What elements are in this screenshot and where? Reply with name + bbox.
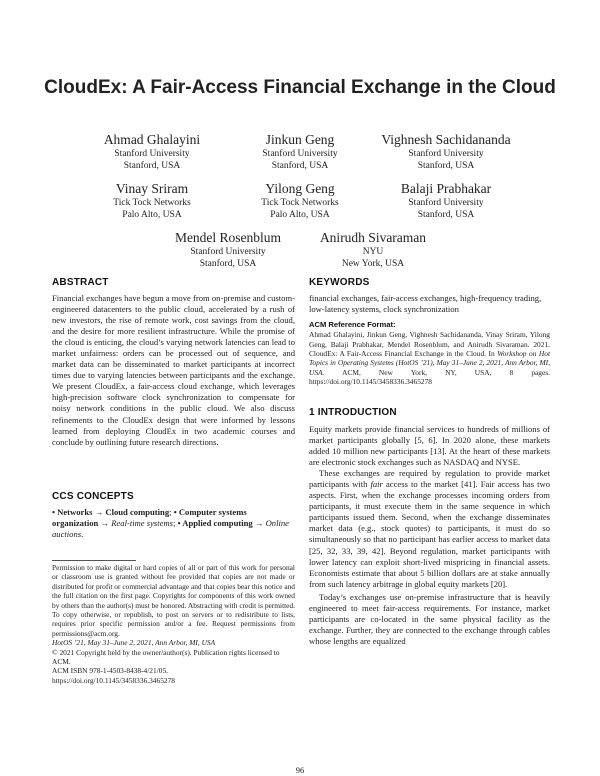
keywords-section xyxy=(309,277,550,387)
author-location: Stanford, USA xyxy=(199,259,257,269)
ccs-separator: → xyxy=(92,507,106,517)
ccs-text xyxy=(52,507,295,540)
permission-block xyxy=(52,563,295,685)
author-affiliation: Stanford University xyxy=(408,149,484,159)
author-location: Stanford, USA xyxy=(271,161,329,171)
acm-reference-venue: Workshop on Hot Topics in Operating Systems (HotOS ’21), May 31–June 2, 2021, Ann Arbor, MI, USA. xyxy=(309,348,550,377)
author-affiliation: Stanford University xyxy=(408,198,484,208)
author-name: Ahmad Ghalayini xyxy=(103,132,201,147)
author-location: New York, USA xyxy=(341,259,405,269)
ccs-term: • Computer systems organization xyxy=(52,507,247,529)
author-block xyxy=(288,229,458,270)
intro-emphasis: fair xyxy=(370,479,383,490)
ccs-term: Cloud computing xyxy=(105,507,170,517)
keywords-heading: KEYWORDS xyxy=(309,277,370,288)
author-name: Vinay Sriram xyxy=(115,181,189,196)
author-name: Anirudh Sivaraman xyxy=(319,230,427,245)
ccs-separator: ; xyxy=(169,507,174,517)
footnote-rule xyxy=(52,560,136,561)
author-block xyxy=(361,180,531,221)
doi-line: https://doi.org/10.1145/3458336.3465278 xyxy=(52,675,175,685)
ccs-heading: CCS CONCEPTS xyxy=(52,491,134,502)
ccs-separator: → xyxy=(252,518,266,529)
isbn-line: ACM ISBN 978-1-4503-8438-4/21/05. xyxy=(52,666,168,676)
page-number: 96 xyxy=(295,765,305,775)
ccs-term: • Applied computing xyxy=(177,518,253,529)
author-affiliation: Stanford University xyxy=(190,247,266,257)
paper-title: CloudEx: A Fair-Access Financial Exchange in the Cloud xyxy=(44,77,556,98)
author-location: Palo Alto, USA xyxy=(122,210,182,220)
author-name: Balaji Prabhakar xyxy=(400,181,492,196)
author-location: Stanford, USA xyxy=(417,210,475,220)
introduction-section xyxy=(309,407,550,647)
intro-paragraph: Today’s exchanges use on-premise infrastructure that is heavily engineered to meet fair-access requirements. For instance, market participants are co-located in the same physical facility as the exchange. Further, they are connected to the exchange through cables whose lengths are equalized xyxy=(309,591,550,646)
ccs-separator: . xyxy=(81,529,84,540)
author-block xyxy=(67,180,237,221)
author-affiliation: Stanford University xyxy=(114,149,190,159)
ccs-separator: ; xyxy=(173,518,178,529)
author-block xyxy=(215,180,385,221)
permission-text: Permission to make digital or hard copies of all or part of this work for personal or classroom use is granted without fee provided that copies are not made or distributed for profit or commercial advantage and that copies bear this notice and the full citation on the first page. Copyrights for components of this work owned by others than the author(s) must be honored. Abstracting with credit is permitted. To copy otherwise, or republish, to post on servers or to redistribute to lists, requires prior specific permission and/or a fee. Request permissions from permissions@acm.org. xyxy=(52,563,295,638)
acm-reference-publisher: ACM, New York, NY, USA, 8 pages. https://doi.org/10.1145/3458336.3465278 xyxy=(309,367,550,387)
author-location: Palo Alto, USA xyxy=(270,210,330,220)
intro-paragraph xyxy=(309,468,550,590)
author-name: Mendel Rosenblum xyxy=(174,230,282,245)
ccs-term: • Networks xyxy=(52,507,93,517)
author-name: Vighnesh Sachidananda xyxy=(381,132,511,147)
author-location: Stanford, USA xyxy=(417,161,475,171)
author-affiliation: Stanford University xyxy=(262,149,338,159)
keywords-text: financial exchanges, fair-access exchanges, high-frequency trading, low-latency systems, clock synchronization xyxy=(309,293,542,315)
abstract-section xyxy=(52,277,295,448)
author-name: Yilong Geng xyxy=(265,181,335,196)
abstract-text: Financial exchanges have begun a move from on-premise and custom-engineered datacenters to the public cloud, accelerated by a rush of new investors, the rise of remote work, cost savings from the cloud, and the desire for more resilient infrastructure. While the promise of the cloud is enticing, the cloud’s varying network latencies can lead to market unfairness: orders can be processed out of sequence, and market data can be disseminated to market participants at incorrect times due to varying latencies between participants and the exchange. We present CloudEx, a fair-access cloud exchange, which leverages high-precision software clock synchronization to compensate for noisy network conditions in the public cloud. We also discuss refinements to the CloudEx design that were informed by lessons learned from deploying CloudEx in two academic courses and conclude by outlining future research directions. xyxy=(52,293,295,447)
copyright-line: © 2021 Copyright held by the owner/author(s). Publication rights licensed to ACM. xyxy=(52,647,280,667)
author-affiliation: Tick Tock Networks xyxy=(113,198,191,208)
acm-reference-authors: Ahmad Ghalayini, Jinkun Geng, Vighnesh Sachidananda, Vinay Sriram, Yilong Geng, Balaji Prabhakar, Mendel Rosenblum, and Anirudh Sivaraman. 2021. CloudEx: A Fair-Access Financial Exchange in the Cloud. In xyxy=(309,330,550,358)
ccs-subterm: Real-time systems xyxy=(111,518,174,529)
ccs-section xyxy=(52,491,295,540)
author-affiliation: Tick Tock Networks xyxy=(261,198,339,208)
author-block xyxy=(67,131,237,172)
venue-line: HotOS ’21, May 31–June 2, 2021, Ann Arbor, MI, USA xyxy=(52,638,216,648)
intro-paragraph: Equity markets provide financial services to hundreds of millions of market participants globally [5, 6]. In 2020 alone, these markets added 10 million new participants [13]. At the heart of these markets are electronic stock exchanges such as NASDAQ and NYSE. xyxy=(309,424,550,468)
author-block xyxy=(361,131,531,172)
author-block xyxy=(215,131,385,172)
acm-reference-text xyxy=(309,330,550,386)
author-name: Jinkun Geng xyxy=(265,132,335,147)
intro-text: These exchanges are required by regulation to provide market participants with xyxy=(309,468,550,490)
ccs-separator: → xyxy=(98,518,112,529)
abstract-heading: ABSTRACT xyxy=(52,277,109,288)
author-location: Stanford, USA xyxy=(123,161,181,171)
author-affiliation: NYU xyxy=(362,247,384,257)
acm-reference-heading: ACM Reference Format: xyxy=(309,320,396,330)
intro-text: access to the market [41]. Fair access has two aspects. First, when the exchange processes incoming orders from participants, it must execute them in the same sequence in which participants issued them. Second, when the exchange disseminates market data (e.g., stock quotes) to participants, it must do so simultaneously so that no participant has earlier access to market data [25, 32, 33, 39, 42]. Beyond regulation, market participants with lower latency can exploit short-lived mispricing in financial assets. Economists estimate that about 5 billion dollars are at stake annually from such latency arbitrage in global equity markets [20]. xyxy=(309,479,550,589)
introduction-heading: 1 INTRODUCTION xyxy=(309,407,397,418)
ccs-subterm: Online auctions xyxy=(52,518,289,540)
